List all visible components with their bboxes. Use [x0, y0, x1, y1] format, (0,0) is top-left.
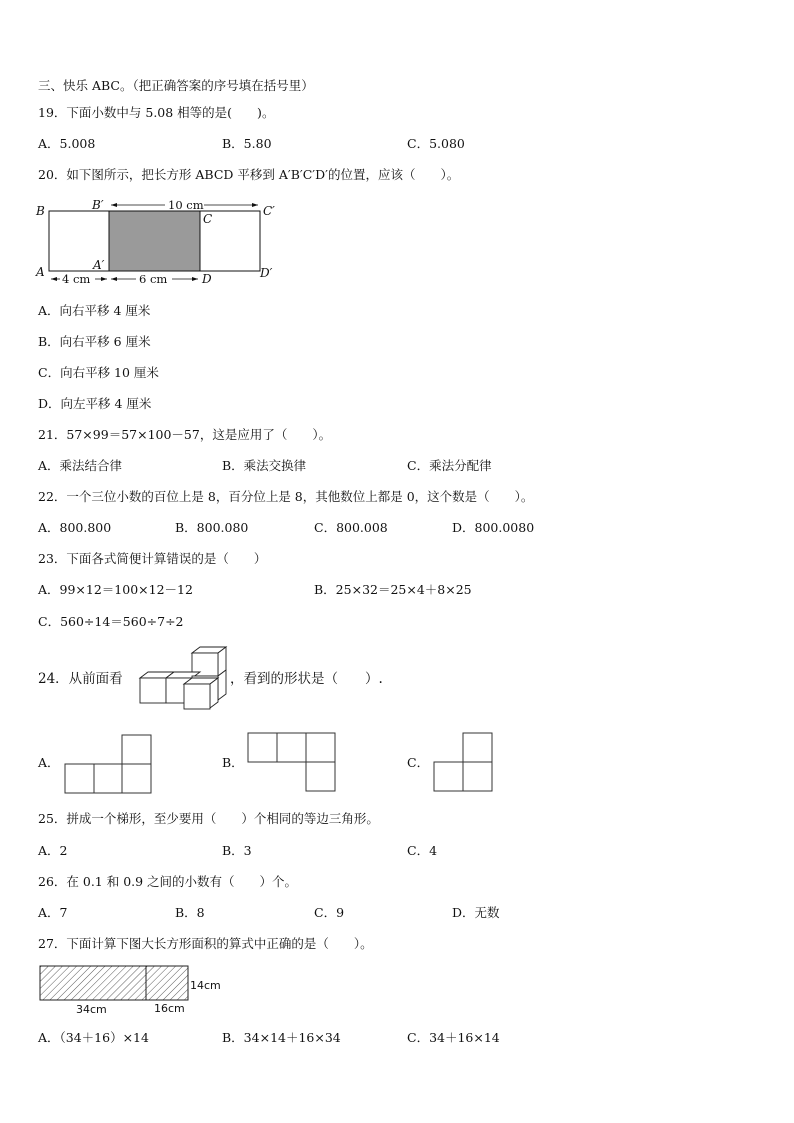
question-22-stem: 22．一个三位小数的百位上是 8，百分位上是 8，其他数位上都是 0，这个数是（ ）。: [38, 489, 534, 504]
label-b: B: [36, 204, 45, 218]
dim-4cm: 4 cm: [62, 272, 91, 286]
q19-option-c[interactable]: C．5.080: [407, 136, 465, 151]
question-19-stem: 19．下面小数中与 5.08 相等的是( )。: [38, 105, 275, 120]
dim-6cm: 6 cm: [139, 272, 168, 286]
q21-option-c[interactable]: C．乘法分配律: [407, 458, 492, 473]
question-21-stem: 21．57×99＝57×100－57，这是应用了（ ）。: [38, 427, 332, 442]
q22-option-c[interactable]: C．800.008: [314, 520, 388, 535]
q26-option-c[interactable]: C．9: [314, 905, 345, 920]
q24-option-a-shape: [64, 734, 154, 796]
label-b-prime: B′: [92, 198, 104, 212]
label-a: A: [36, 265, 45, 279]
q21-option-b[interactable]: B．乘法交换律: [222, 458, 307, 473]
question-27-stem: 27．下面计算下图大长方形面积的算式中正确的是（ ）。: [38, 936, 373, 951]
q25-option-a[interactable]: A．2: [38, 843, 68, 858]
question-20-stem: 20．如下图所示，把长方形 ABCD 平移到 A′B′C′D′的位置，应该（ ）。: [38, 167, 460, 182]
dim-10cm: 10 cm: [168, 198, 204, 212]
q26-option-a[interactable]: A．7: [38, 905, 68, 920]
q21-option-a[interactable]: A．乘法结合律: [38, 458, 123, 473]
q24-option-c[interactable]: C．: [407, 755, 430, 770]
q25-option-b[interactable]: B．3: [222, 843, 252, 858]
label-c: C: [203, 212, 213, 226]
q22-option-b[interactable]: B．800.080: [175, 520, 249, 535]
section-title: 三、快乐 ABC。（把正确答案的序号填在括号里）: [38, 78, 314, 93]
q23-option-a[interactable]: A．99×12＝100×12－12: [38, 582, 193, 597]
q19-option-a[interactable]: A．5.008: [38, 136, 96, 151]
q20-option-d[interactable]: D．向左平移 4 厘米: [38, 396, 152, 411]
q20-option-c[interactable]: C．向右平移 10 厘米: [38, 365, 159, 380]
label-16cm: 16cm: [154, 1002, 185, 1015]
q24-option-c-shape: [433, 732, 495, 794]
right-rectangle: [146, 966, 188, 1000]
shaded-overlap: [109, 211, 200, 271]
q26-option-b[interactable]: B．8: [175, 905, 205, 920]
left-rectangle: [40, 966, 146, 1000]
label-d: D: [202, 272, 212, 286]
q24-option-b-shape: [247, 732, 339, 794]
label-c-prime: C′: [263, 204, 275, 218]
q27-option-a[interactable]: A．（34＋16）×14: [38, 1030, 149, 1045]
q23-option-b[interactable]: B．25×32＝25×4＋8×25: [314, 582, 472, 597]
hatched-rectangle-figure: [38, 962, 238, 1022]
q23-option-c[interactable]: C．560÷14＝560÷7÷2: [38, 614, 184, 629]
q24-option-a[interactable]: A．: [38, 755, 60, 770]
label-a-prime: A′: [93, 258, 105, 272]
q20-option-a[interactable]: A．向右平移 4 厘米: [38, 303, 151, 318]
question-26-stem: 26．在 0.1 和 0.9 之间的小数有（ ）个。: [38, 874, 298, 889]
q22-option-a[interactable]: A．800.800: [38, 520, 112, 535]
q22-option-d[interactable]: D．800.0080: [452, 520, 535, 535]
q19-option-b[interactable]: B．5.80: [222, 136, 272, 151]
label-14cm: 14cm: [190, 979, 221, 992]
q27-option-b[interactable]: B．34×14＋16×34: [222, 1030, 341, 1045]
question-24-stem-after: ，看到的形状是（ ）.: [230, 671, 383, 687]
question-24-stem-before: 24．从前面看: [38, 671, 123, 687]
question-25-stem: 25．拼成一个梯形，至少要用（ ）个相同的等边三角形。: [38, 811, 379, 826]
q24-option-b[interactable]: B．: [222, 755, 244, 770]
cube-stack-figure: [136, 644, 236, 714]
q25-option-c[interactable]: C．4: [407, 843, 438, 858]
q26-option-d[interactable]: D．无数: [452, 905, 500, 920]
label-d-prime: D′: [260, 266, 273, 280]
q20-option-b[interactable]: B．向右平移 6 厘米: [38, 334, 151, 349]
rectangle-translation-figure: [0, 195, 794, 295]
question-23-stem: 23．下面各式简便计算错误的是（ ）: [38, 551, 267, 566]
label-34cm: 34cm: [76, 1003, 107, 1016]
q27-option-c[interactable]: C．34＋16×14: [407, 1030, 500, 1045]
